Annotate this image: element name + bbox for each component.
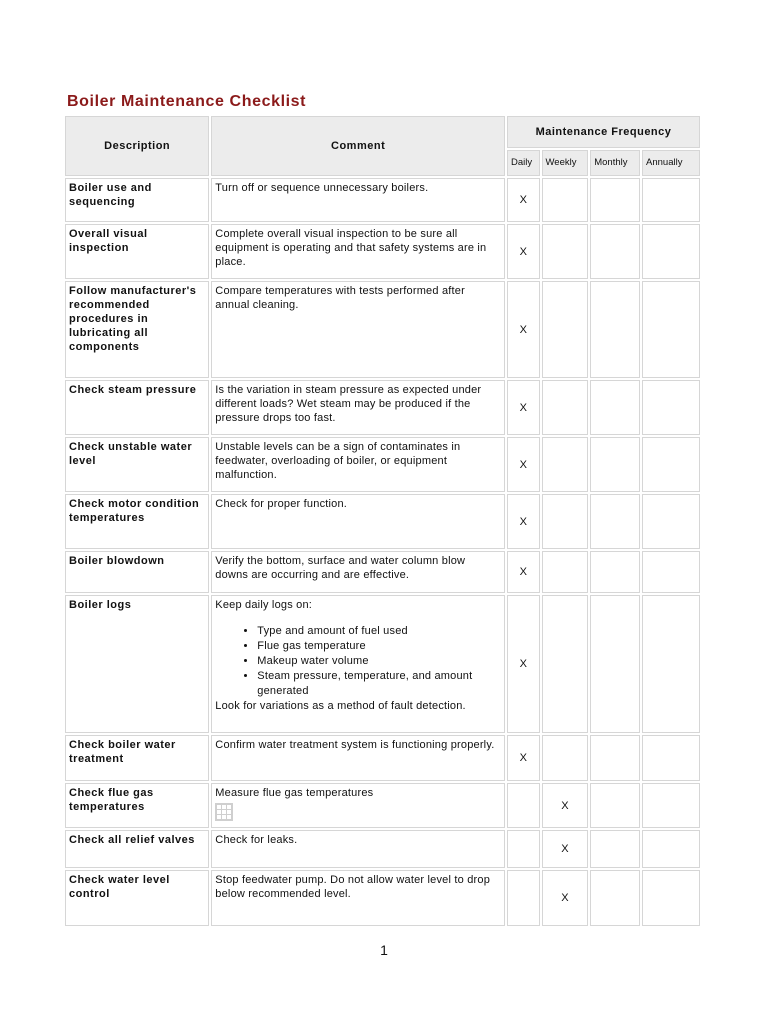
list-item: • Steam pressure, temperature, and amount generated: [257, 669, 501, 699]
row-description: Follow manufacturer's recommended procedures in lubricating all components: [65, 281, 209, 378]
annually-mark: [642, 830, 700, 868]
annually-mark: [642, 551, 700, 593]
maintenance-checklist-table: [63, 114, 702, 928]
row-description: Check flue gas temperatures: [65, 783, 209, 828]
daily-mark: X: [507, 551, 540, 593]
column-header-weekly: Weekly: [542, 150, 589, 176]
row-comment: [211, 783, 505, 828]
table-row: [65, 870, 700, 926]
monthly-mark: [590, 380, 640, 435]
annually-mark: [642, 380, 700, 435]
annually-mark: [642, 178, 700, 222]
daily-mark: [507, 783, 540, 828]
weekly-mark: [542, 551, 589, 593]
monthly-mark: [590, 281, 640, 378]
weekly-mark: X: [542, 830, 589, 868]
logs-list: [215, 624, 501, 699]
logs-outro: Look for variations as a method of fault detection.: [215, 700, 466, 712]
monthly-mark: [590, 830, 640, 868]
monthly-mark: [590, 437, 640, 492]
daily-mark: [507, 830, 540, 868]
weekly-mark: [542, 494, 589, 549]
row-comment: Turn off or sequence unnecessary boilers.: [211, 178, 505, 222]
row-comment: Stop feedwater pump. Do not allow water level to drop below recommended level.: [211, 870, 505, 926]
row-description: Overall visual inspection: [65, 224, 209, 279]
monthly-mark: [590, 178, 640, 222]
table-row: [65, 380, 700, 435]
list-item: • Makeup water volume: [257, 654, 501, 669]
table-row: [65, 735, 700, 781]
weekly-mark: X: [542, 783, 589, 828]
column-header-annually: Annually: [642, 150, 700, 176]
row-comment: [211, 595, 505, 733]
daily-mark: X: [507, 595, 540, 733]
page-number: 1: [380, 942, 388, 958]
row-description: Check motor condition temperatures: [65, 494, 209, 549]
table-grid-icon: [215, 803, 233, 821]
column-header-monthly: Monthly: [590, 150, 640, 176]
monthly-mark: [590, 551, 640, 593]
weekly-mark: [542, 380, 589, 435]
row-description: Check unstable water level: [65, 437, 209, 492]
annually-mark: [642, 735, 700, 781]
daily-mark: X: [507, 178, 540, 222]
list-item: • Flue gas temperature: [257, 639, 501, 654]
weekly-mark: [542, 735, 589, 781]
row-comment: Check for proper function.: [211, 494, 505, 549]
logs-intro: Keep daily logs on:: [215, 599, 313, 611]
daily-mark: X: [507, 735, 540, 781]
table-row: [65, 281, 700, 378]
weekly-mark: [542, 437, 589, 492]
weekly-mark: [542, 178, 589, 222]
document-title: Boiler Maintenance Checklist: [67, 93, 307, 110]
row-description: Check steam pressure: [65, 380, 209, 435]
annually-mark: [642, 224, 700, 279]
weekly-mark: [542, 224, 589, 279]
list-item: • Type and amount of fuel used: [257, 624, 501, 639]
row-description: Boiler blowdown: [65, 551, 209, 593]
annually-mark: [642, 783, 700, 828]
table-row: [65, 830, 700, 868]
weekly-mark: [542, 281, 589, 378]
column-header-daily: Daily: [507, 150, 540, 176]
monthly-mark: [590, 735, 640, 781]
daily-mark: X: [507, 494, 540, 549]
row-comment: Verify the bottom, surface and water column blow downs are occurring and are effective.: [211, 551, 505, 593]
row-comment: Check for leaks.: [211, 830, 505, 868]
annually-mark: [642, 595, 700, 733]
row-comment: Compare temperatures with tests performed after annual cleaning.: [211, 281, 505, 378]
monthly-mark: [590, 783, 640, 828]
row-comment: Complete overall visual inspection to be sure all equipment is operating and that safety systems are in place.: [211, 224, 505, 279]
monthly-mark: [590, 870, 640, 926]
row-description: Boiler use and sequencing: [65, 178, 209, 222]
row-comment: Is the variation in steam pressure as expected under different loads? Wet steam may be produced if the pressure drops too fast.: [211, 380, 505, 435]
row-comment: Confirm water treatment system is functioning properly.: [211, 735, 505, 781]
column-header-description: Description: [65, 116, 209, 176]
table-row: [65, 224, 700, 279]
daily-mark: [507, 870, 540, 926]
monthly-mark: [590, 224, 640, 279]
monthly-mark: [590, 595, 640, 733]
row-description: Check all relief valves: [65, 830, 209, 868]
table-row: [65, 551, 700, 593]
table-row: [65, 783, 700, 828]
column-header-maintenance-frequency: Maintenance Frequency: [507, 116, 700, 148]
weekly-mark: X: [542, 870, 589, 926]
daily-mark: X: [507, 437, 540, 492]
annually-mark: [642, 437, 700, 492]
row-description: Check water level control: [65, 870, 209, 926]
annually-mark: [642, 870, 700, 926]
monthly-mark: [590, 494, 640, 549]
row-comment-text: Measure flue gas temperatures: [215, 787, 374, 799]
row-comment: Unstable levels can be a sign of contaminates in feedwater, overloading of boiler, or equipment malfunction.: [211, 437, 505, 492]
daily-mark: X: [507, 224, 540, 279]
daily-mark: X: [507, 281, 540, 378]
annually-mark: [642, 281, 700, 378]
table-row: [65, 494, 700, 549]
daily-mark: X: [507, 380, 540, 435]
weekly-mark: [542, 595, 589, 733]
column-header-comment: Comment: [211, 116, 505, 176]
row-description: Boiler logs: [65, 595, 209, 733]
annually-mark: [642, 494, 700, 549]
row-description: Check boiler water treatment: [65, 735, 209, 781]
table-row: [65, 437, 700, 492]
table-row: [65, 595, 700, 733]
table-row: [65, 178, 700, 222]
